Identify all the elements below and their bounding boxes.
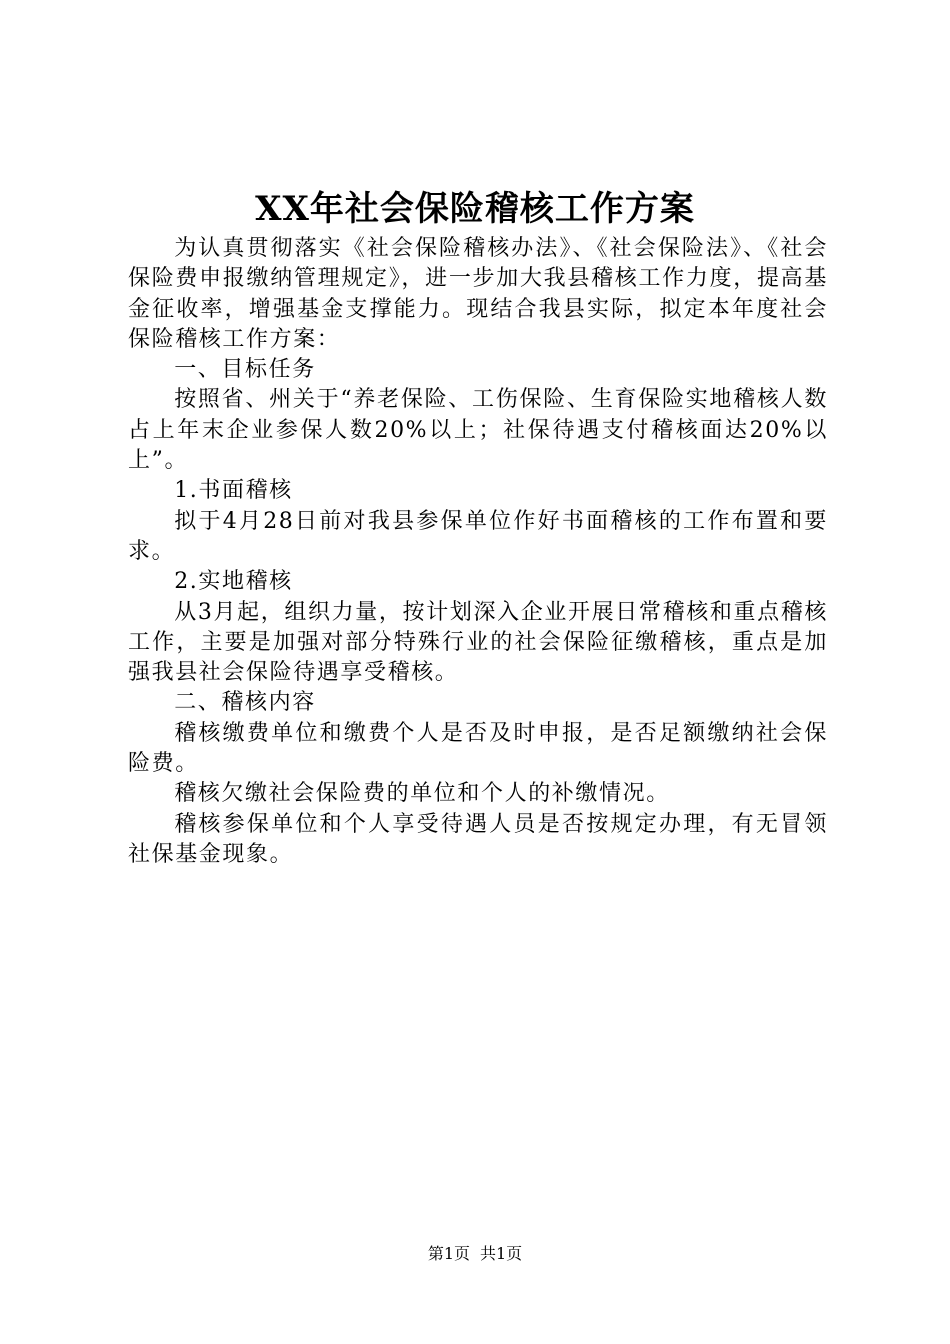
section-heading-audit-content: 二、稽核内容 (174, 690, 316, 716)
onsite-audit-paragraph: 从3月起，组织力量，按计划深入企业开展日常稽核和重点稽核工作，主要是加强对部分特殊行业的社会保险征缴稽核，重点是加强我县社会保险待遇享受稽核。 (128, 599, 828, 686)
section-heading-objectives: 一、目标任务 (174, 357, 316, 383)
subheading-written-audit: 1.书面稽核 (174, 478, 293, 504)
written-audit-paragraph: 拟于4月28日前对我县参保单位作好书面稽核的工作布置和要求。 (128, 508, 828, 564)
document-title: XX年社会保险稽核工作方案 (255, 189, 695, 229)
page-footer (0, 1242, 950, 1266)
audit-content-item-2: 稽核欠缴社会保险费的单位和个人的补缴情况。 (174, 781, 670, 807)
audit-content-item-3: 稽核参保单位和个人享受待遇人员是否按规定办理，有无冒领社保基金现象。 (128, 811, 828, 867)
intro-paragraph: 为认真贯彻落实《社会保险稽核办法》、《社会保险法》、《社会保险费申报缴纳管理规定》，进一步加大我县稽核工作力度，提高基金征收率，增强基金支撑能力。现结合我县实际，拟定本年度社会保险稽核工作方案： (128, 236, 828, 352)
subheading-onsite-audit: 2.实地稽核 (174, 569, 293, 595)
audit-content-item-1: 稽核缴费单位和缴费个人是否及时申报，是否足额缴纳社会保险费。 (128, 720, 828, 777)
objectives-paragraph: 按照省、州关于“养老保险、工伤保险、生育保险实地稽核人数占上年末企业参保人数20%以上；社保待遇支付稽核面达20%以上”。 (128, 387, 828, 474)
page-total: 共1页 (480, 1244, 523, 1263)
document-body (128, 234, 828, 870)
page-number: 第1页 (427, 1244, 470, 1263)
